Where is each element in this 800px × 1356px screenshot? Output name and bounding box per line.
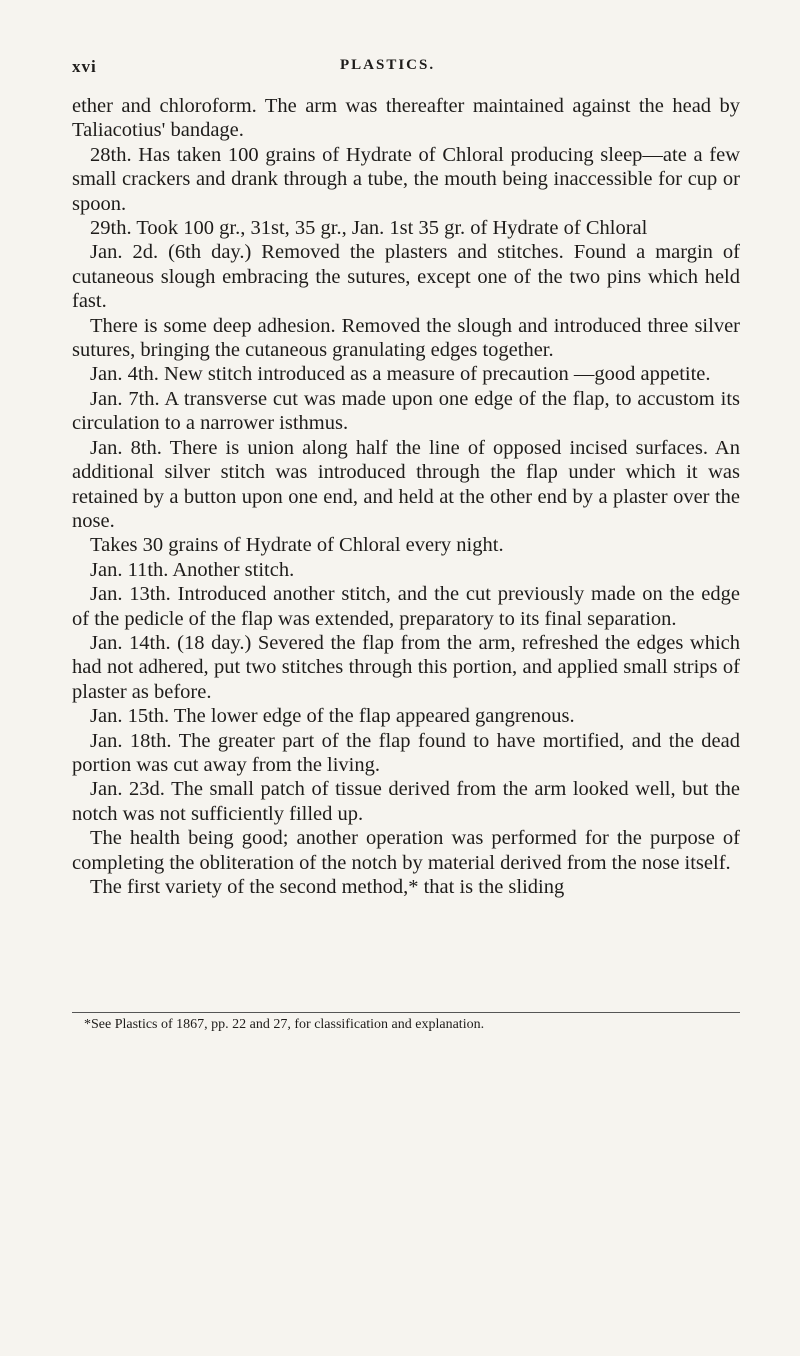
body-text (72, 94, 740, 899)
footnote: *See Plastics of 1867, pp. 22 and 27, for classification and explanation. (84, 1017, 485, 1032)
paragraph: Jan. 11th. Another stitch. (90, 558, 295, 581)
paragraph: ether and chloroform. The arm was thereafter maintained against the head by Taliacotius' bandage. (72, 95, 740, 142)
paragraph: There is some deep adhesion. Removed the slough and introduced three silver sutures, bringing the cutaneous granulating edges together. (72, 314, 740, 362)
paragraph: The first variety of the second method,* that is the sliding (90, 876, 565, 898)
paragraph: Jan. 4th. New stitch introduced as a measure of precaution —good appetite. (90, 363, 711, 386)
page-header (72, 57, 732, 81)
paragraph: Jan. 2d. (6th day.) Removed the plasters and stitches. Found a margin of cutaneous slough embracing the sutures, except one of the two pins which held fast. (72, 241, 740, 313)
paragraph: Jan. 23d. The small patch of tissue derived from the arm looked well, but the notch was not sufficiently filled up. (72, 778, 740, 825)
paragraph: Jan. 13th. Introduced another stitch, and the cut previously made on the edge of the pedicle of the flap was extended, preparatory to its final separation. (72, 583, 740, 630)
paragraph: Jan. 8th. There is union along half the line of opposed incised surfaces. An additional silver stitch was introduced through the flap under which it was retained by a button upon one end, and held at the other end by a plaster over the nose. (72, 436, 740, 532)
paragraph: Jan. 7th. A transverse cut was made upon one edge of the flap, to accustom its circulation to a narrower isthmus. (72, 387, 740, 435)
paragraph: Takes 30 grains of Hydrate of Chloral every night. (90, 534, 504, 557)
footnote-divider (72, 1012, 740, 1013)
paragraph: 29th. Took 100 gr., 31st, 35 gr., Jan. 1st 35 gr. of Hydrate of Chloral (90, 217, 648, 240)
paragraph: 28th. Has taken 100 grains of Hydrate of Chloral producing sleep—ate a few small crackers and drank through a tube, the mouth being inaccessible for cup or spoon. (72, 143, 740, 215)
paragraph: The health being good; another operation was performed for the purpose of completing the obliteration of the notch by material derived from the nose itself. (72, 827, 740, 874)
paragraph: Jan. 14th. (18 day.) Severed the flap from the arm, refreshed the edges which had not adhered, put two stitches through this portion, and applied small strips of plaster as before. (72, 631, 740, 703)
running-head: PLASTICS. (340, 57, 436, 73)
page-number: xvi (72, 57, 97, 76)
paragraph: Jan. 15th. The lower edge of the flap appeared gangrenous. (90, 705, 575, 728)
paragraph: Jan. 18th. The greater part of the flap found to have mortified, and the dead portion was cut away from the living. (72, 729, 740, 776)
